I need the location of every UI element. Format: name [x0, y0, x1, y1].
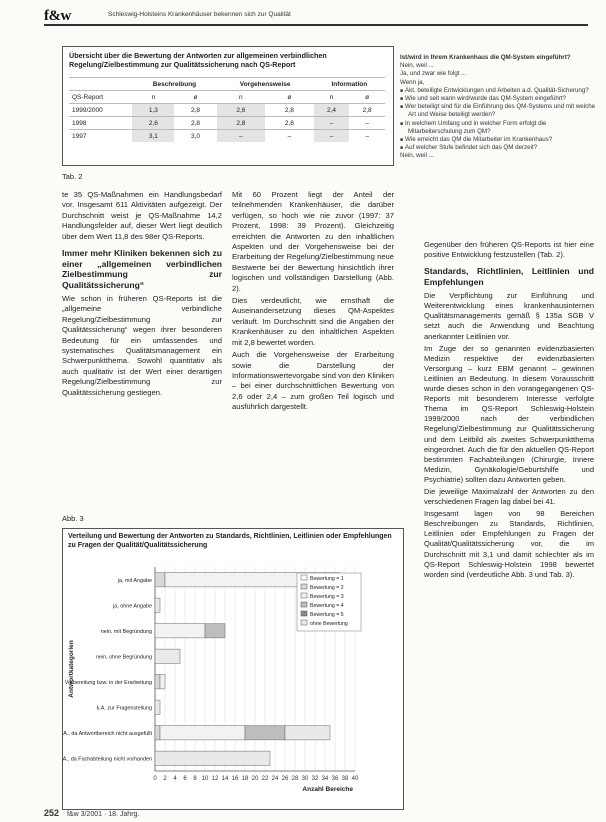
list-item: ■ Wer beteiligt sind für die Einführung des QM-Systems und mit welche Art und Weise beteiligt werden?	[408, 103, 596, 119]
table-cell: –	[349, 130, 385, 143]
table-cell: 2,8	[265, 117, 314, 130]
text-column-1	[62, 190, 222, 400]
questionnaire-title: Ist/wird in Ihrem Krankenhaus die QM-System eingeführt?	[400, 54, 571, 61]
category-label: Vorbereitung bzw. in der Erarbeitung	[64, 679, 152, 686]
text-column-3	[424, 240, 594, 582]
legend-swatch	[301, 611, 307, 616]
legend-swatch	[301, 584, 307, 589]
page-footer	[44, 808, 139, 818]
issue-info: f&w 3/2001 · 18. Jahrg.	[66, 811, 140, 818]
questionnaire-answer: Nein, weil ...	[400, 152, 434, 160]
bar-segment	[245, 726, 285, 740]
chart-title: Verteilung und Bewertung der Antworten zu Standards, Richtlinien, Leitlinien oder Empfehlungen zu Fragen der Qualität/Qualitätssicherung	[68, 533, 392, 549]
list-item: ■ Auf welcher Stufe befindet sich das QM derzeit?	[408, 144, 596, 152]
x-tick-label: 32	[311, 776, 319, 782]
paragraph: Auch die Vorgehensweise der Erarbeitung sowie die Darstellung der Informationswertevorgabe sind von den Kliniken – bei einer durchschnittlichen Bewertung von 2,6 oder 2,4 – zum großen Teil logisch und ausführlich dargestellt.	[232, 350, 394, 412]
table-cell: –	[265, 130, 314, 143]
list-item: ■ Akt. beteiligte Entwicklungen und Arbeiten a.d. Qualität-Sicherung?	[408, 87, 596, 95]
publication-logo: f&w	[44, 8, 71, 24]
x-axis-label: Anzahl Bereiche	[302, 786, 353, 793]
x-tick-label: 0	[153, 776, 157, 782]
x-tick-label: 30	[301, 776, 309, 782]
legend-label: Bewertung = 4	[310, 603, 344, 609]
table-row-label: 1997	[69, 130, 132, 143]
table-corner	[69, 78, 132, 91]
table-group-header: Information	[314, 78, 385, 91]
table-subheader: n	[314, 91, 350, 104]
table-cell: 2,4	[314, 104, 350, 117]
text-column-2	[232, 190, 394, 415]
x-tick-label: 20	[251, 776, 259, 782]
legend-label: Bewertung = 2	[310, 585, 344, 591]
table-2	[69, 77, 385, 142]
questionnaire-box	[400, 54, 596, 161]
list-item: ■ Wie erreicht das QM die Mitarbeiter im Krankenhaus?	[408, 136, 596, 144]
legend-swatch	[301, 593, 307, 598]
table-subheader: ø	[349, 91, 385, 104]
bar-segment	[160, 726, 245, 740]
legend-label: Bewertung = 5	[310, 612, 344, 618]
table-subheader: n	[217, 91, 266, 104]
bar-segment	[155, 598, 160, 612]
table-2-title: Übersicht über die Bewertung der Antworten zur allgemeinen verbindlichen Regelung/Zielbestimmung zur Qualitätssicherung nach QS-Report	[69, 51, 327, 69]
stacked-bar-chart	[63, 553, 401, 803]
table-cell: 1,3	[132, 104, 174, 117]
table-cell: 2,8	[265, 104, 314, 117]
category-label: k.A., da Antwortbereich nicht ausgefüllt	[63, 730, 152, 737]
x-tick-label: 12	[211, 776, 219, 782]
x-tick-label: 16	[231, 776, 239, 782]
table-cell: –	[349, 117, 385, 130]
x-tick-label: 4	[173, 776, 177, 782]
table-cell: 2,8	[174, 104, 216, 117]
table-2-box	[62, 46, 394, 166]
questionnaire-answer: Nein, weil ...	[400, 62, 434, 70]
table-cell: 2,8	[217, 117, 266, 130]
bar-segment	[285, 726, 330, 740]
bar-segment	[155, 624, 205, 638]
table-cell: 2,6	[132, 117, 174, 130]
questionnaire-answer: Wenn ja,	[400, 78, 425, 86]
list-item: ■ In welchem Umfang und in welcher Form erfolgt die Mitarbeiterschulung zum QM?	[408, 120, 596, 136]
legend-label: Bewertung = 1	[310, 576, 344, 582]
running-title: Schleswig-Holsteins Krankenhäuser bekennen sich zur Qualität	[108, 11, 291, 18]
legend-label: Bewertung = 3	[310, 594, 344, 600]
table-row	[69, 130, 385, 143]
table-row	[69, 117, 385, 130]
table-cell: 3,1	[132, 130, 174, 143]
bar-segment	[155, 675, 160, 689]
x-tick-label: 6	[183, 776, 187, 782]
table-cell: 2,6	[217, 104, 266, 117]
legend-swatch	[301, 575, 307, 580]
table-group-header: Beschreibung	[132, 78, 216, 91]
legend-label: ohne Bewertung	[310, 621, 348, 627]
figure-3-box	[62, 528, 404, 810]
list-item: ■ Wie und seit wann wird/wurde das QM-System eingeführt?	[408, 95, 596, 103]
table-cell: –	[217, 130, 266, 143]
paragraph: Die Verpflichtung zur Einführung und Weiterentwicklung eines krankenhausinternen Qualitätsmanagements gemäß § 135a SGB V setzt auch die Anwendung und Beachtung anerkannter Leitlinien vor.	[424, 291, 594, 341]
x-tick-label: 2	[163, 776, 167, 782]
section-heading: Immer mehr Kliniken bekennen sich zu einer „allgemeinen verbindlichen Zielbestimmung zur Qualitätssicherung“	[62, 248, 222, 290]
category-label: nein, mit Begründung	[100, 628, 152, 635]
x-tick-label: 18	[241, 776, 249, 782]
x-tick-label: 36	[331, 776, 339, 782]
table-cell: 2,8	[174, 117, 216, 130]
paragraph: Wie schon in früheren QS-Reports ist die „allgemeine verbindliche Regelung/Zielbestimmung zur Qualitätssicherung“ wegen ihrer besonderen Bedeutung für ein umfassendes und systematisches Qualitätsmanagement ein Schwerpunktthema. Sowohl quantitativ als auch qualitativ ist der Wert einer derartigen Regelung/Zielbestimmung zur Qualitätssicherung gestiegen.	[62, 294, 222, 397]
bar-segment	[205, 624, 225, 638]
category-label: k.A. zur Fragenstellung	[96, 705, 152, 712]
category-label: ja, mit Angabe	[117, 577, 152, 584]
table-cell: 3,0	[174, 130, 216, 143]
x-tick-label: 24	[271, 776, 279, 782]
x-tick-label: 8	[193, 776, 197, 782]
category-label: ja, ohne Angabe	[113, 603, 152, 610]
category-label: nein, ohne Begründung	[95, 654, 152, 661]
bar-segment	[155, 649, 180, 663]
table-subheader: n	[132, 91, 174, 104]
table-2-caption: Tab. 2	[62, 172, 83, 181]
figure-3-caption: Abb. 3	[62, 514, 84, 523]
paragraph: Im Zuge der so genannten evidenzbasierten Medizin respektive der evidenzbasierten Versorgung – kurz EBM genannt – gewinnen Leitlinien an Bedeutung. In diesem Vorausschritt wurde dieses schon in den vorangegangenen QS-Reports mit besonderem Interesse verfolgte Thema im QS-Report Schleswig-Holstein 1999/2000 nach der verbindlichen Regelung/Zielbestimmung zur Qualitätssicherung und dem Leitbild als zweites Schwerpunktthema eingeordnet. Auch die für den aktuellen QS-Report bestimmten Fachabteilungen (Chirurgie, Innere Medizin, Gynäkologie/Geburtshilfe und Psychiatrie) sollten dazu Antworten geben.	[424, 343, 594, 484]
table-row-label: 1999/2000	[69, 104, 132, 117]
x-tick-label: 34	[321, 776, 329, 782]
paragraph: Dies verdeutlicht, wie ernsthaft die Auseinandersetzung dieses QM-Aspektes verläuft. Im Durchschnitt sind die Angaben der Krankenhäuser zu den inhaltlichen Aspekten mit 2,8 bewertet worden.	[232, 296, 394, 347]
table-subheader: ø	[174, 91, 216, 104]
x-tick-label: 10	[201, 776, 209, 782]
x-tick-label: 40	[351, 776, 359, 782]
table-group-header: Vorgehensweise	[217, 78, 314, 91]
bar-segment	[155, 751, 270, 765]
bar-segment	[155, 700, 160, 714]
x-tick-label: 38	[341, 776, 349, 782]
paragraph: te 35 QS-Maßnahmen ein Handlungsbedarf vor. Insgesamt 611 Aktivitäten aufgezeigt. Der Durchschnitt weist je QS-Maßnahme 14,2 Handlungsfelder auf, dieser Wert liegt deutlich über dem Wert 11,8 des 98er QS-Reports.	[62, 190, 222, 241]
bar-segment	[155, 573, 165, 587]
x-tick-label: 26	[281, 776, 289, 782]
legend-swatch	[301, 602, 307, 607]
table-cell: –	[314, 117, 350, 130]
page-number: 252	[44, 808, 60, 818]
y-axis-label: Antwortkategorien	[68, 640, 75, 698]
x-tick-label: 28	[291, 776, 299, 782]
table-subheader: ø	[265, 91, 314, 104]
bar-segment	[155, 726, 160, 740]
category-label: k.A., da Fachabteilung nicht vorhanden	[63, 756, 152, 763]
header-rule	[44, 24, 588, 26]
questionnaire-answer: Ja, und zwar wie folgt ...	[400, 70, 467, 78]
bar-segment	[160, 675, 165, 689]
table-row-label: 1998	[69, 117, 132, 130]
x-tick-label: 22	[261, 776, 269, 782]
paragraph: Die jeweilige Maximalzahl der Antworten zu den verschiedenen Fragen lag dabei bei 41.	[424, 486, 594, 507]
table-cell: –	[314, 130, 350, 143]
section-heading: Standards, Richtlinien, Leitlinien und Empfehlungen	[424, 266, 594, 287]
questionnaire-list	[400, 87, 596, 153]
paragraph: Insgesamt lagen von 98 Bereichen Beschreibungen zu Standards, Richtlinien, Leitlinien oder Empfehlungen zu Fragen der Qualität/Qualitätssicherung vor, die im Durchschnitt mit 3,1 und damit schlechter als im QS-Report Schleswig-Holstein 1998 bewertet worden sind (verdeutliche Abb. 3 und Tab. 3).	[424, 509, 594, 579]
paragraph: Mit 60 Prozent liegt der Anteil der teilnehmenden Krankenhäuser, die darüber verfügen, so hoch wie nie zuvor (1997: 37 Prozent, 1998: 39 Prozent). Gleichzeitig erreichten die Antworten zu den inhaltlichen Aspekten und der Vorgehensweise bei der Erarbeitung der Regelung/Zielbestimmung neue Bestwerte bei der Bewertung hinsichtlich ihrer logischen und vollständigen Darstellung (Abb. 2).	[232, 190, 394, 293]
table-row	[69, 104, 385, 117]
table-row-header: QS-Report	[69, 91, 132, 104]
legend-swatch	[301, 620, 307, 625]
table-cell: 2,8	[349, 104, 385, 117]
paragraph: Gegenüber den früheren QS-Reports ist hier eine positive Entwicklung festzustellen (Tab. 2).	[424, 240, 594, 260]
x-tick-label: 14	[221, 776, 229, 782]
